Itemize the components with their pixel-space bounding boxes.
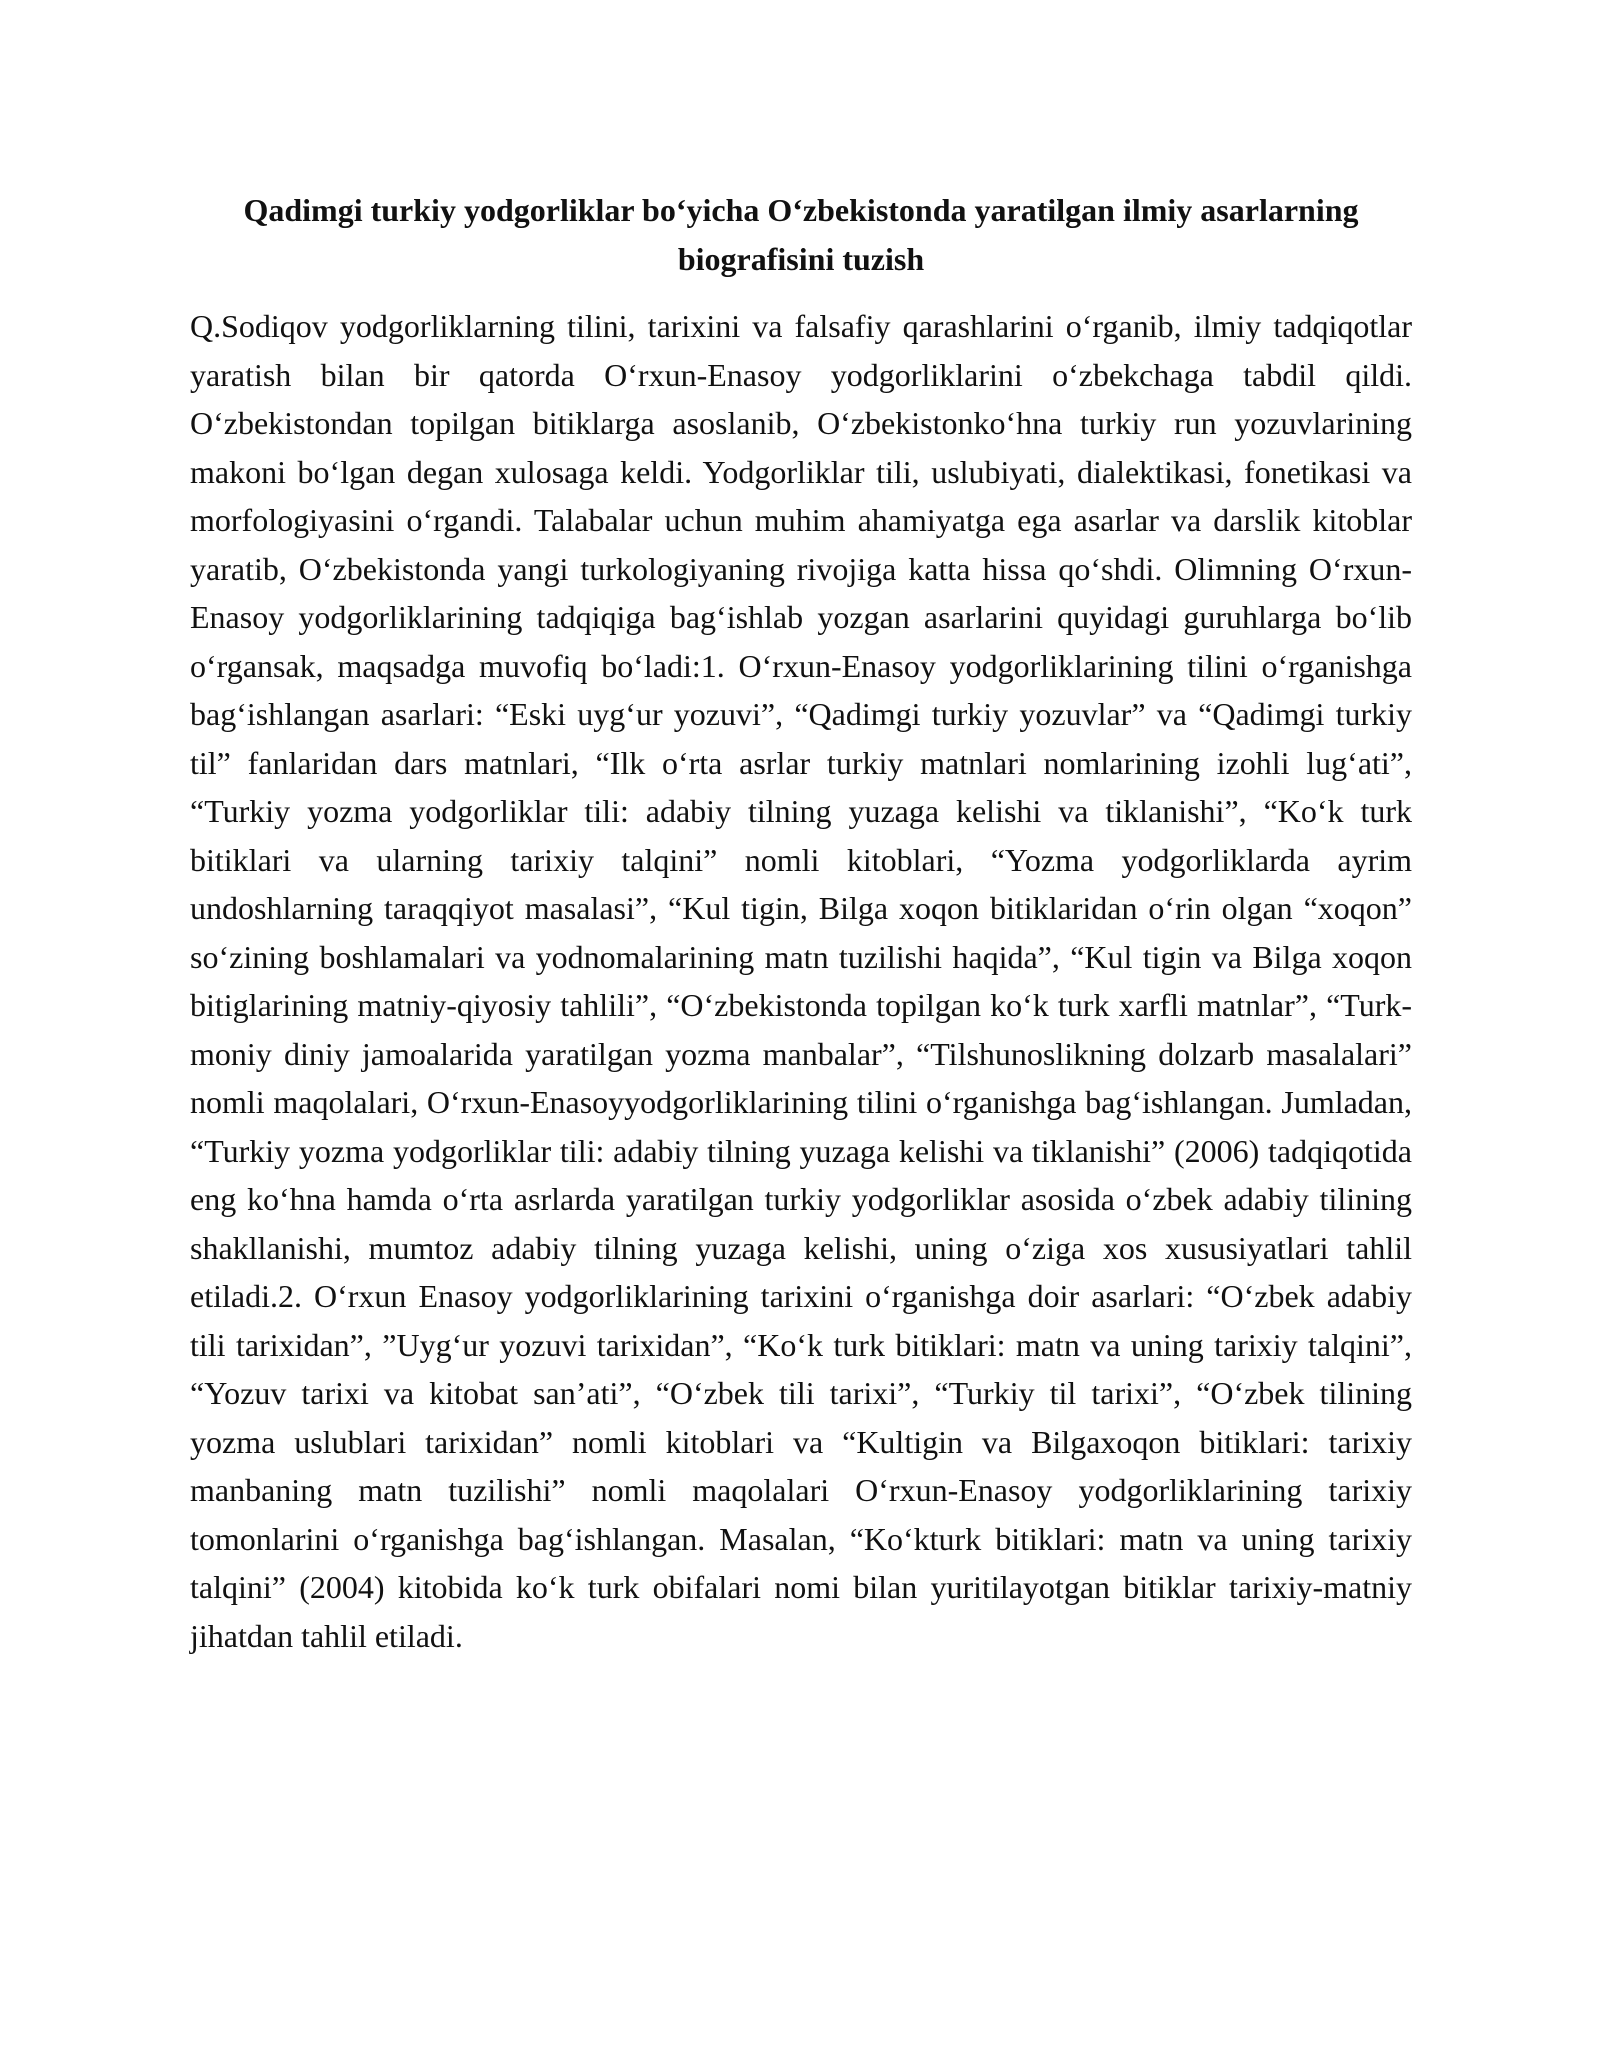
body-paragraph: Q.Sodiqov yodgorliklarning tilini, tarixini va falsafiy qarashlarini o‘rganib, ilmiy tadqiqotlar yaratish bilan bir qatorda O‘rxun-Enasoy yodgorliklarini o‘zbekchaga tabdil qildi. O‘zbekistondan topilgan bitiklarga asoslanib, O‘zbekistonko‘hna turkiy run yozuvlarining makoni bo‘lgan degan xulosaga keldi. Yodgorliklar tili, uslubiyati, dialektikasi, fonetikasi va morfologiyasini o‘rgandi. Talabalar uchun muhim ahamiyatga ega asarlar va darslik kitoblar yaratib, O‘zbekistonda yangi turkologiyaning rivojiga katta hissa qo‘shdi. Olimning O‘rxun-Enasoy yodgorliklarining tadqiqiga bag‘ishlab yozgan asarlarini quyidagi guruhlarga bo‘lib o‘rgansak, maqsadga muvofiq bo‘ladi:1. O‘rxun-Enasoy yodgorliklarining tilini o‘rganishga bag‘ishlangan asarlari: “Eski uyg‘ur yozuvi”, “Qadimgi turkiy yozuvlar” va “Qadimgi turkiy til” fanlaridan dars matnlari, “Ilk o‘rta asrlar turkiy matnlari nomlarining izohli lug‘ati”, “Turkiy yozma yodgorliklar tili: adabiy tilning yuzaga kelishi va tiklanishi”, “Ko‘k turk bitiklari va ularning tarixiy talqini” nomli kitoblari, “Yozma yodgorliklarda ayrim undoshlarning taraqqiyot masalasi”, “Kul tigin, Bilga xoqon bitiklaridan o‘rin olgan “xoqon” so‘zining boshlamalari va yodnomalarining matn tuzilishi haqida”, “Kul tigin va Bilga xoqon bitiglarining matniy-qiyosiy tahlili”, “O‘zbekistonda topilgan ko‘k turk xarfli matnlar”, “Turk-moniy diniy jamoalarida yaratilgan yozma manbalar”, “Tilshunoslikning dolzarb masalalari” nomli maqolalari, O‘rxun-Enasoyyodgorliklarining tilini o‘rganishga bag‘ishlangan. Jumladan, “Turkiy yozma yodgorliklar tili: adabiy tilning yuzaga kelishi va tiklanishi” (2006) tadqiqotida eng ko‘hna hamda o‘rta asrlarda yaratilgan turkiy yodgorliklar asosida o‘zbek adabiy tilining shakllanishi, mumtoz adabiy tilning yuzaga kelishi, uning o‘ziga xos xususiyatlari tahlil etiladi.2. O‘rxun Enasoy yodgorliklarining tarixini o‘rganishga doir asarlari: “O‘zbek adabiy tili tarixidan”, ”Uyg‘ur yozuvi tarixidan”, “Ko‘k turk bitiklari: matn va uning tarixiy talqini”, “Yozuv tarixi va kitobat san’ati”, “O‘zbek tili tarixi”, “Turkiy til tarixi”, “O‘zbek tilining yozma uslublari tarixidan” nomli kitoblari va “Kultigin va Bilgaxoqon bitiklari: tarixiy manbaning matn tuzilishi” nomli maqolalari O‘rxun-Enasoy yodgorliklarining tarixiy tomonlarini o‘rganishga bag‘ishlangan. Masalan, “Ko‘kturk bitiklari: matn va uning tarixiy talqini” (2004) kitobida ko‘k turk obifalari nomi bilan yuritilayotgan bitiklar tarixiy-matniy jihatdan tahlil etiladi. (190, 308, 1412, 1654)
document-content (190, 186, 1412, 1660)
document-title: Qadimgi turkiy yodgorliklar bo‘yicha O‘zbekistonda yaratilgan ilmiy asarlarning biografisini tuzish (243, 192, 1359, 277)
